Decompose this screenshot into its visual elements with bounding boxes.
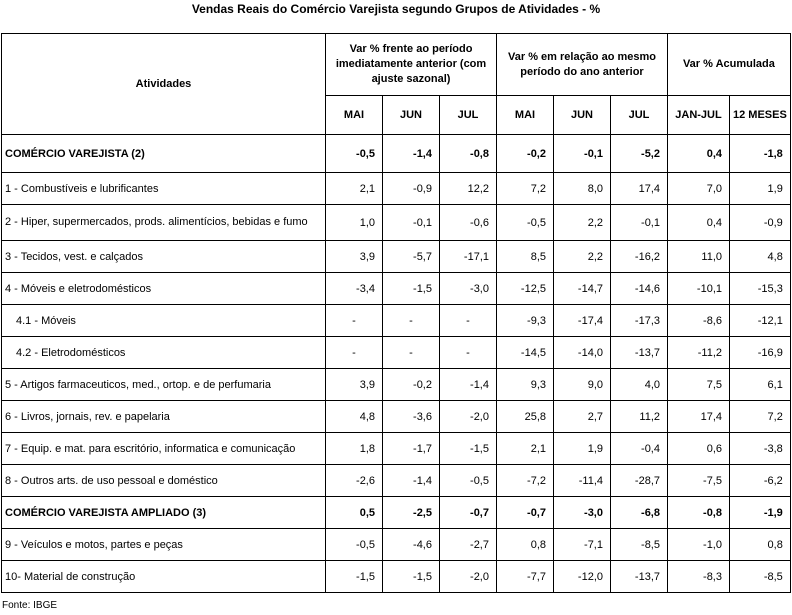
cell-value: - <box>326 305 383 337</box>
row-label: COMÉRCIO VAREJISTA (2) <box>2 135 326 173</box>
row-label: 7 - Equip. e mat. para escritório, informatica e comunicação <box>2 433 326 465</box>
cell-value: -1,5 <box>383 561 440 593</box>
cell-value: -12,1 <box>730 305 791 337</box>
cell-value: -1,4 <box>440 369 497 401</box>
sales-table <box>1 33 791 593</box>
cell-value: 12,2 <box>440 173 497 205</box>
table-row <box>2 497 791 529</box>
cell-value: -14,0 <box>554 337 611 369</box>
cell-value: - <box>326 337 383 369</box>
row-label: COMÉRCIO VAREJISTA AMPLIADO (3) <box>2 497 326 529</box>
cell-value: -6,8 <box>611 497 668 529</box>
cell-value: -0,7 <box>497 497 554 529</box>
cell-value: 2,2 <box>554 241 611 273</box>
table-row <box>2 529 791 561</box>
cell-value: -0,8 <box>668 497 730 529</box>
header-var-periodo-anterior: Var % frente ao período imediatamente anterior (com ajuste sazonal) <box>326 34 497 96</box>
cell-value: -0,4 <box>611 433 668 465</box>
row-label: 9 - Veículos e motos, partes e peças <box>2 529 326 561</box>
cell-value: -5,2 <box>611 135 668 173</box>
cell-value: 7,5 <box>668 369 730 401</box>
cell-value: -0,5 <box>497 205 554 241</box>
cell-value: -2,6 <box>326 465 383 497</box>
row-label: 10- Material de construção <box>2 561 326 593</box>
cell-value: -0,6 <box>440 205 497 241</box>
cell-value: 2,2 <box>554 205 611 241</box>
cell-value: -7,2 <box>497 465 554 497</box>
table-title: Vendas Reais do Comércio Varejista segundo Grupos de Atividades - % <box>191 2 601 16</box>
cell-value: -9,3 <box>497 305 554 337</box>
cell-value: -2,7 <box>440 529 497 561</box>
cell-value: 0,6 <box>668 433 730 465</box>
table-row <box>2 433 791 465</box>
cell-value: 3,9 <box>326 369 383 401</box>
cell-value: -17,4 <box>554 305 611 337</box>
row-label: 4 - Móveis e eletrodomésticos <box>2 273 326 305</box>
cell-value: -0,2 <box>383 369 440 401</box>
table-row <box>2 273 791 305</box>
cell-value: -1,0 <box>668 529 730 561</box>
cell-value: 0,8 <box>497 529 554 561</box>
cell-value: - <box>383 305 440 337</box>
row-label: 3 - Tecidos, vest. e calçados <box>2 241 326 273</box>
cell-value: - <box>383 337 440 369</box>
cell-value: 7,2 <box>730 401 791 433</box>
cell-value: -4,6 <box>383 529 440 561</box>
cell-value: -2,5 <box>383 497 440 529</box>
cell-value: 11,2 <box>611 401 668 433</box>
cell-value: 6,1 <box>730 369 791 401</box>
cell-value: 4,8 <box>326 401 383 433</box>
cell-value: 4,8 <box>730 241 791 273</box>
table-row <box>2 369 791 401</box>
cell-value: -3,0 <box>440 273 497 305</box>
source-note: Fonte: IBGE <box>2 600 58 611</box>
cell-value: -7,7 <box>497 561 554 593</box>
cell-value: -3,6 <box>383 401 440 433</box>
cell-value: 7,0 <box>668 173 730 205</box>
cell-value: -3,4 <box>326 273 383 305</box>
cell-value: -0,8 <box>440 135 497 173</box>
cell-value: 0,8 <box>730 529 791 561</box>
header-col-mai: MAI <box>326 96 383 135</box>
cell-value: -10,1 <box>668 273 730 305</box>
cell-value: -1,5 <box>383 273 440 305</box>
cell-value: -14,5 <box>497 337 554 369</box>
cell-value: -1,4 <box>383 135 440 173</box>
cell-value: -15,3 <box>730 273 791 305</box>
cell-value: -1,5 <box>440 433 497 465</box>
cell-value: -13,7 <box>611 561 668 593</box>
cell-value: -2,0 <box>440 561 497 593</box>
cell-value: -0,5 <box>326 135 383 173</box>
cell-value: -7,5 <box>668 465 730 497</box>
cell-value: 7,2 <box>497 173 554 205</box>
cell-value: -14,6 <box>611 273 668 305</box>
table-row <box>2 465 791 497</box>
row-label: 4.1 - Móveis <box>2 305 326 337</box>
row-label: 5 - Artigos farmaceuticos, med., ortop. e de perfumaria <box>2 369 326 401</box>
table-row <box>2 305 791 337</box>
cell-value: 1,9 <box>554 433 611 465</box>
cell-value: -8,5 <box>611 529 668 561</box>
cell-value: -12,0 <box>554 561 611 593</box>
cell-value: 3,9 <box>326 241 383 273</box>
cell-value: 8,0 <box>554 173 611 205</box>
cell-value: -5,7 <box>383 241 440 273</box>
cell-value: -16,2 <box>611 241 668 273</box>
header-col-12-meses: 12 MESES <box>730 96 791 135</box>
cell-value: -1,9 <box>730 497 791 529</box>
cell-value: -7,1 <box>554 529 611 561</box>
row-label: 1 - Combustíveis e lubrificantes <box>2 173 326 205</box>
cell-value: 2,1 <box>497 433 554 465</box>
cell-value: -16,9 <box>730 337 791 369</box>
table-row <box>2 241 791 273</box>
row-label: 8 - Outros arts. de uso pessoal e doméstico <box>2 465 326 497</box>
row-label: 6 - Livros, jornais, rev. e papelaria <box>2 401 326 433</box>
header-col-jun: JUN <box>554 96 611 135</box>
cell-value: -1,4 <box>383 465 440 497</box>
table-row <box>2 135 791 173</box>
cell-value: -11,2 <box>668 337 730 369</box>
header-atividades: Atividades <box>2 34 326 135</box>
cell-value: -1,8 <box>730 135 791 173</box>
cell-value: 0,4 <box>668 135 730 173</box>
cell-value: 2,7 <box>554 401 611 433</box>
cell-value: 17,4 <box>611 173 668 205</box>
cell-value: -13,7 <box>611 337 668 369</box>
cell-value: -28,7 <box>611 465 668 497</box>
cell-value: -0,1 <box>611 205 668 241</box>
cell-value: -0,7 <box>440 497 497 529</box>
cell-value: -12,5 <box>497 273 554 305</box>
cell-value: 9,3 <box>497 369 554 401</box>
row-label: 2 - Hiper, supermercados, prods. alimentícios, bebidas e fumo <box>2 205 326 241</box>
cell-value: 9,0 <box>554 369 611 401</box>
table-row <box>2 205 791 241</box>
table-row <box>2 561 791 593</box>
cell-value: -0,5 <box>440 465 497 497</box>
cell-value: -3,0 <box>554 497 611 529</box>
cell-value: 0,5 <box>326 497 383 529</box>
header-col-jul: JUL <box>440 96 497 135</box>
cell-value: -1,5 <box>326 561 383 593</box>
cell-value: - <box>440 337 497 369</box>
header-var-mesmo-periodo: Var % em relação ao mesmo período do ano anterior <box>497 34 668 96</box>
cell-value: 1,8 <box>326 433 383 465</box>
cell-value: -0,1 <box>554 135 611 173</box>
cell-value: -0,2 <box>497 135 554 173</box>
cell-value: 1,9 <box>730 173 791 205</box>
cell-value: 2,1 <box>326 173 383 205</box>
cell-value: 11,0 <box>668 241 730 273</box>
header-var-acumulada: Var % Acumulada <box>668 34 791 96</box>
row-label: 4.2 - Eletrodomésticos <box>2 337 326 369</box>
cell-value: -0,9 <box>383 173 440 205</box>
cell-value: -17,1 <box>440 241 497 273</box>
cell-value: -0,1 <box>383 205 440 241</box>
cell-value: -8,6 <box>668 305 730 337</box>
table-row <box>2 401 791 433</box>
cell-value: -3,8 <box>730 433 791 465</box>
cell-value: -2,0 <box>440 401 497 433</box>
header-col-jun: JUN <box>383 96 440 135</box>
header-col-jul: JUL <box>611 96 668 135</box>
table-row <box>2 337 791 369</box>
cell-value: 8,5 <box>497 241 554 273</box>
cell-value: 1,0 <box>326 205 383 241</box>
cell-value: 4,0 <box>611 369 668 401</box>
cell-value: -1,7 <box>383 433 440 465</box>
cell-value: -8,3 <box>668 561 730 593</box>
cell-value: -6,2 <box>730 465 791 497</box>
cell-value: -14,7 <box>554 273 611 305</box>
cell-value: -0,5 <box>326 529 383 561</box>
cell-value: 25,8 <box>497 401 554 433</box>
header-col-jan-jul: JAN-JUL <box>668 96 730 135</box>
header-col-mai: MAI <box>497 96 554 135</box>
table-row <box>2 173 791 205</box>
cell-value: -0,9 <box>730 205 791 241</box>
cell-value: -8,5 <box>730 561 791 593</box>
table-body <box>2 135 791 593</box>
cell-value: 0,4 <box>668 205 730 241</box>
cell-value: 17,4 <box>668 401 730 433</box>
cell-value: -11,4 <box>554 465 611 497</box>
cell-value: -17,3 <box>611 305 668 337</box>
cell-value: - <box>440 305 497 337</box>
